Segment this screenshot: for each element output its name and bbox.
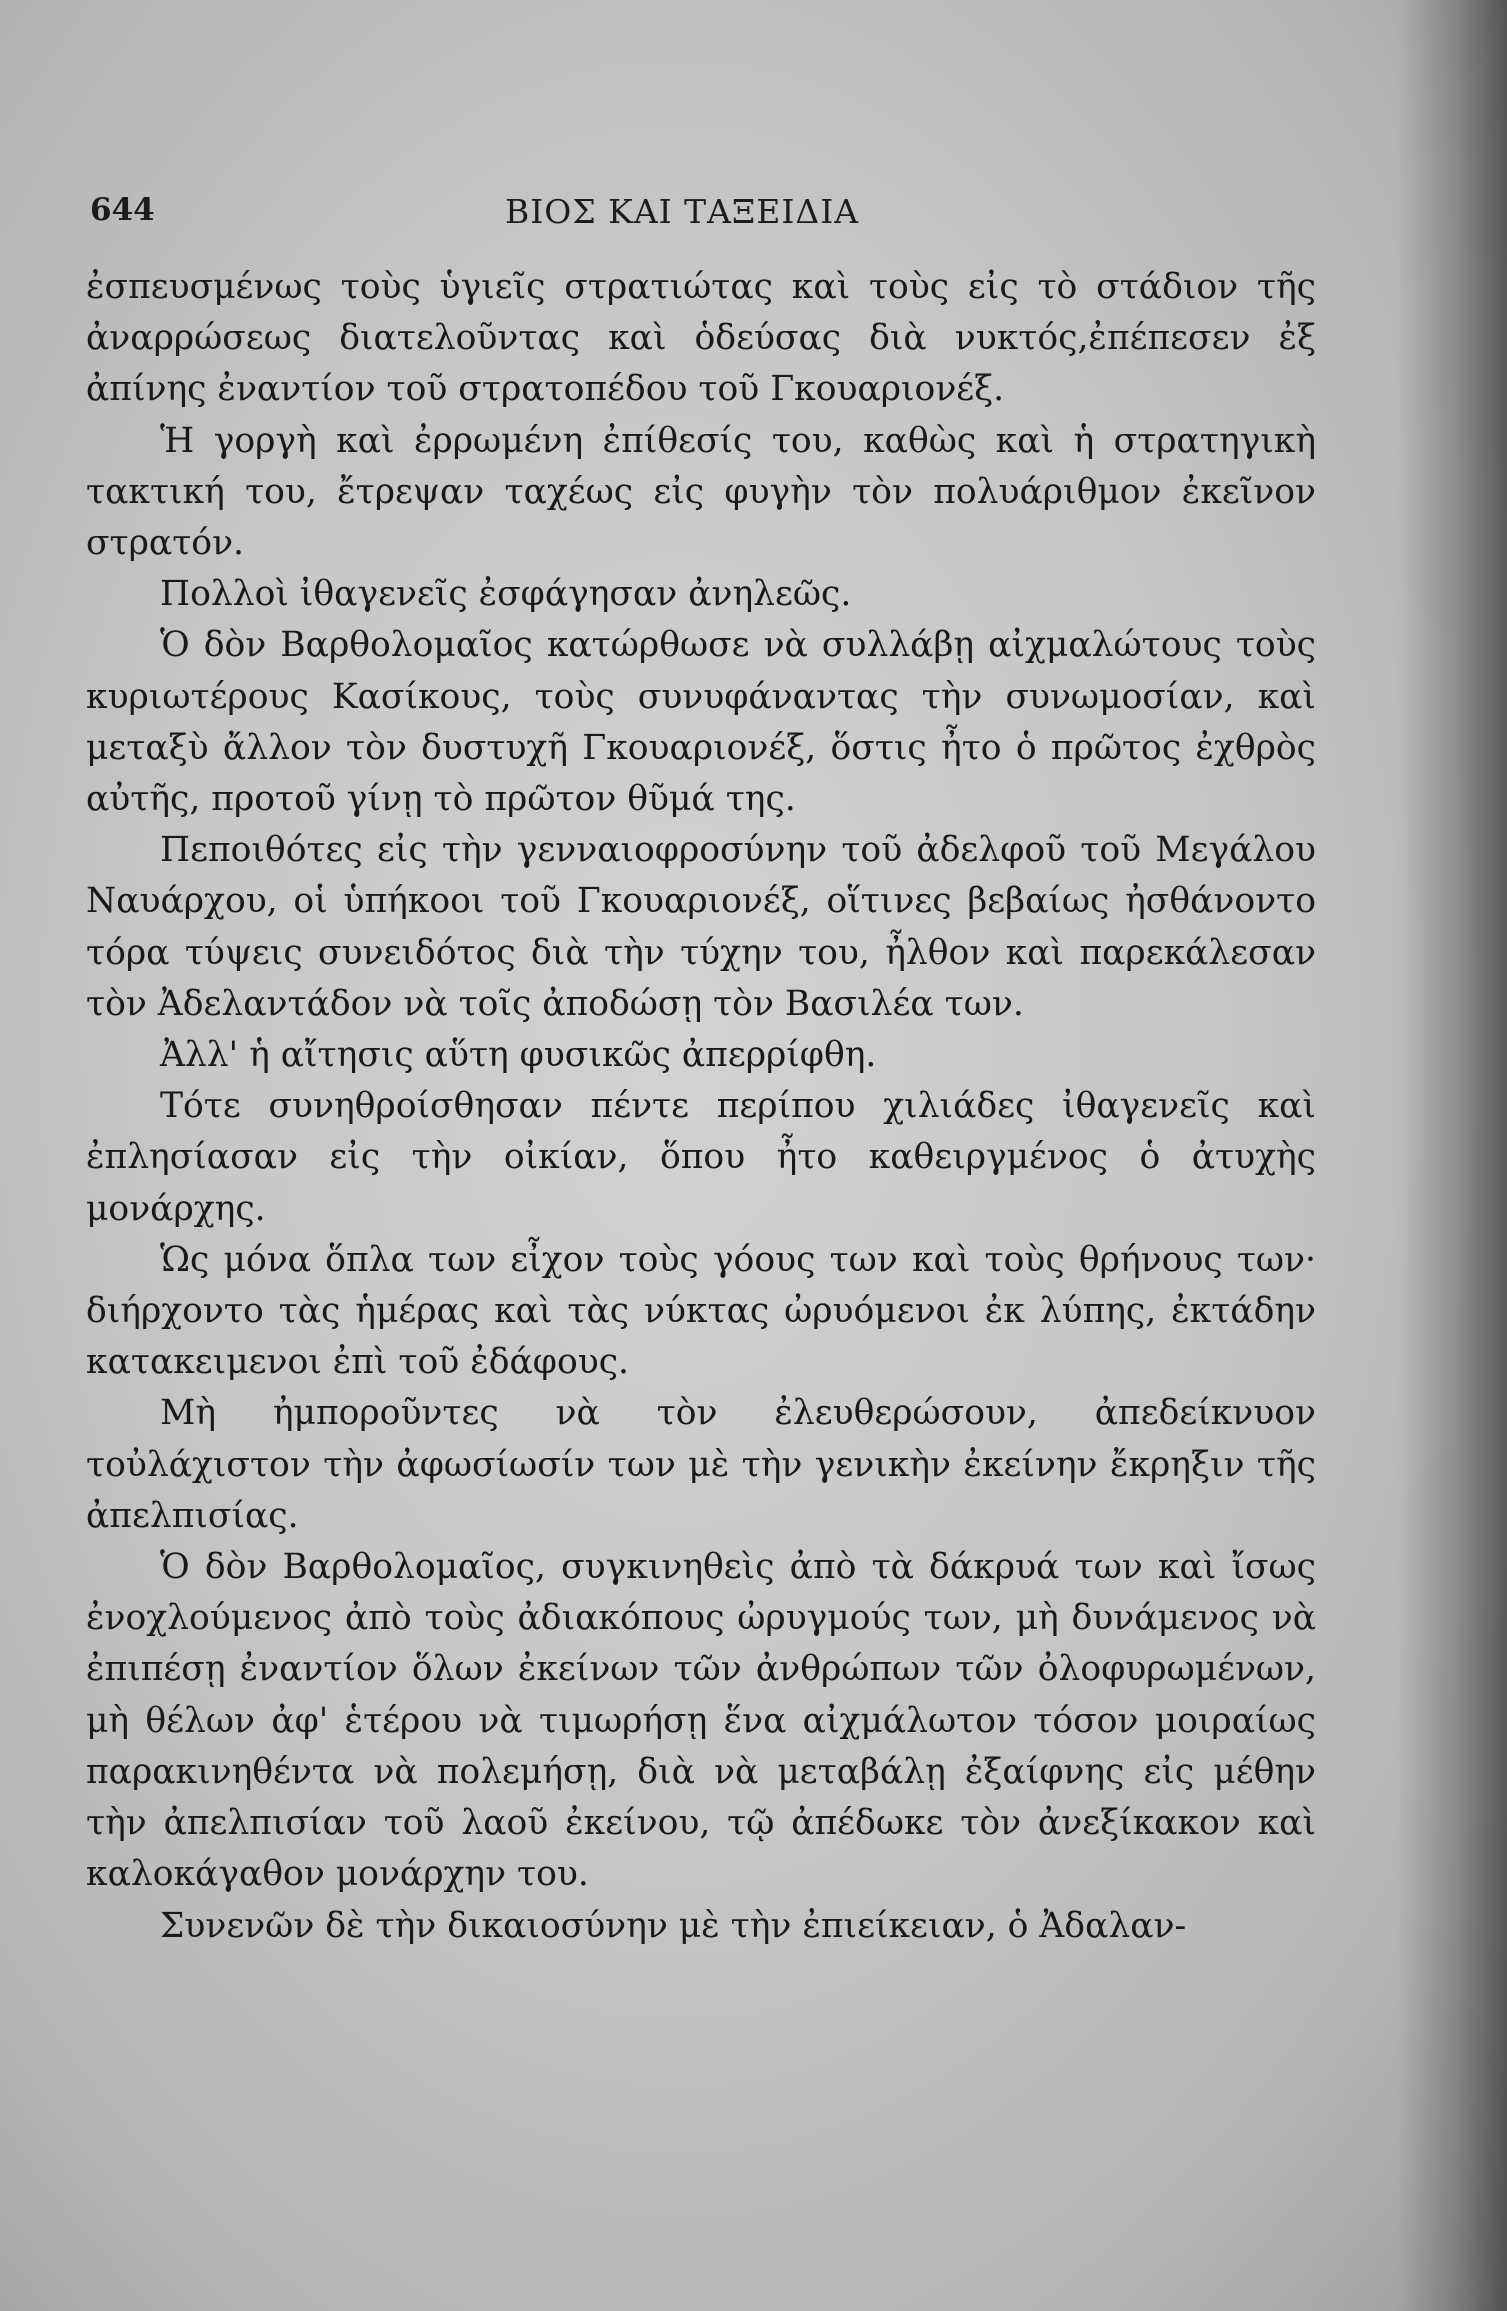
paragraph: Πεποιθότες εἰς τὴν γενναιοφροσύνην τοῦ ἀδελφοῦ τοῦ Μεγάλου Ναυάρχου, οἱ ὑπήκοοι τοῦ Γκουαριονέξ, οἵτινες βεβαίως ἠσθάνοντο τόρα τύψεις συνειδότος διὰ τὴν τύχην του, ἦλθον καὶ παρεκάλεσαν τὸν Ἀδελαντάδον νὰ τοῖς ἀποδώσῃ τὸν Βασιλέα των. [86,830,1316,1024]
page-header [90,192,1320,242]
running-head: ΒΙΟΣ ΚΑΙ ΤΑΞΕΙΔΙΑ [505,192,860,231]
paragraph: Τότε συνηθροίσθησαν πέντε περίπου χιλιάδες ἰθαγενεῖς καὶ ἐπλησίασαν εἰς τὴν οἰκίαν, ὅπου ἦτο καθειργμένος ὁ ἀτυχὴς μονάρχης. [86,1086,1316,1229]
paragraph: Ὁ δὸν Βαρθολομαῖος, συγκινηθεὶς ἀπὸ τὰ δάκρυά των καὶ ἴσως ἐνοχλούμενος ἀπὸ τοὺς ἀδιακόπους ὠρυγμούς των, μὴ δυνάμενος νὰ ἐπιπέσῃ ἐναντίον ὅλων ἐκείνων τῶν ἀνθρώπων τῶν ὀλοφυρωμένων, μὴ θέλων ἀφ' ἑτέρου νὰ τιμωρήσῃ ἕνα αἰχμάλωτον τόσον μοιραίως παρακινηθέντα νὰ πολεμήσῃ, διὰ νὰ μεταβάλῃ ἐξαίφνης εἰς μέθην τὴν ἀπελπισίαν τοῦ λαοῦ ἐκείνου, τῷ ἀπέδωκε τὸν ἀνεξίκακον καὶ καλοκάγαθον μονάρχην του. [86,1547,1316,1895]
page-gutter-shadow [1397,0,1507,2311]
paragraph: Ἀλλ' ἡ αἴτησις αὕτη φυσικῶς ἀπερρίφθη. [160,1035,877,1076]
page-number: 644 [90,192,155,228]
paragraph: Μὴ ἠμποροῦντες νὰ τὸν ἐλευθερώσουν, ἀπεδείκνυον τοὐλάχιστον τὴν ἀφωσίωσίν των μὲ τὴν γενικὴν ἐκείνην ἔκρηξιν τῆς ἀπελπισίας. [86,1393,1316,1536]
body-text [86,262,1316,1952]
paragraph: Συνενῶν δὲ τὴν δικαιοσύνην μὲ τὴν ἐπιείκειαν, ὁ Ἀδαλαν- [160,1905,1187,1946]
paragraph: ἐσπευσμένως τοὺς ὑγιεῖς στρατιώτας καὶ τοὺς εἰς τὸ στάδιον τῆς ἀναρρώσεως διατελοῦντας καὶ ὁδεύσας διὰ νυκτός,ἐπέπεσεν ἐξ ἀπίνης ἐναντίον τοῦ στρατοπέδου τοῦ Γκουαριονέξ. [86,267,1316,410]
paragraph: Ὁ δὸν Βαρθολομαῖος κατώρθωσε νὰ συλλάβῃ αἰχμαλώτους τοὺς κυριωτέρους Κασίκους, τοὺς συνυφάναντας τὴν συνωμοσίαν, καὶ μεταξὺ ἄλλον τὸν δυστυχῆ Γκουαριονέξ, ὅστις ἦτο ὁ πρῶτος ἐχθρὸς αὐτῆς, προτοῦ γίνῃ τὸ πρῶτον θῦμά της. [86,625,1316,820]
paragraph: Ἡ γοργὴ καὶ ἐρρωμένη ἐπίθεσίς του, καθὼς καὶ ἡ στρατηγικὴ τακτική του, ἔτρεψαν ταχέως εἰς φυγὴν τὸν πολυάριθμον ἐκεῖνον στρατόν. [86,420,1316,564]
paragraph: Ὡς μόνα ὅπλα των εἶχον τοὺς γόους των καὶ τοὺς θρήνους των· διήρχοντο τὰς ἡμέρας καὶ τὰς νύκτας ὠρυόμενοι ἐκ λύπης, ἐκτάδην κατακειμενοι ἐπὶ τοῦ ἐδάφους. [86,1239,1316,1383]
paragraph: Πολλοὶ ἰθαγενεῖς ἐσφάγησαν ἀνηλεῶς. [160,574,852,615]
